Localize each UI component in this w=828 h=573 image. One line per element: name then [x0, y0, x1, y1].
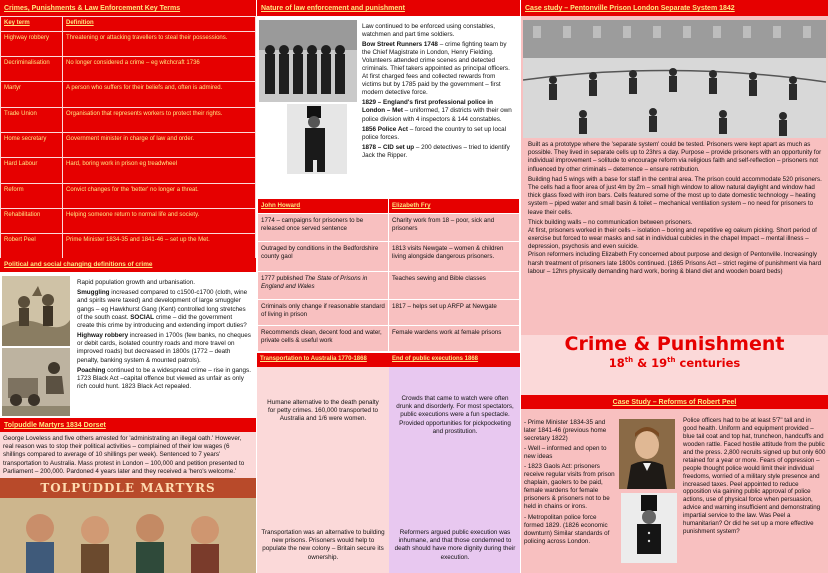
executions-panel: [389, 353, 520, 573]
peel-title: Case Study – Reforms of Robert Peel: [521, 395, 828, 409]
robert-peel-portrait-icon: [619, 419, 675, 489]
executions-text-2: Reformers argued public execution was inhumane, and that those condemned to death should have more dignity during their execution.: [394, 529, 516, 561]
table-row: Recommends clean, decent food and water, private cells & useful work Female wardens work at female prisons: [258, 326, 520, 352]
highway-robbery-illustration: [2, 348, 70, 416]
smugglers-engraving-icon: [2, 276, 70, 346]
john-howard-header: John Howard: [258, 199, 389, 214]
table-row: Martyr A person who suffers for their beliefs and, often is admired.: [1, 82, 256, 107]
table-row: Hard Labour Hard, boring work in prison eg treadwheel: [1, 158, 256, 183]
smuggling-illustration: [2, 276, 70, 346]
transportation-text-1: Humane alternative to the death penalty for petty crimes. 160,000 transported to Australia and 1/6 were women.: [267, 399, 379, 423]
victorian-policeman-icon: [287, 104, 347, 174]
tolpuddle-poster-image: [0, 478, 256, 573]
table-row: Robert Peel Prime Minister 1834-35 and 1841-46 – set up the Met.: [1, 234, 256, 258]
policeman-photo: [287, 104, 347, 174]
table-row: Rehabilitation Helping someone return to normal life and society.: [1, 208, 256, 233]
executions-title: End of public executions 1868: [389, 353, 520, 367]
executions-text-1: Crowds that came to watch were often drunk and disorderly. For most spectators, public executions were a fun spectacle. Provided opportunities for pickpocketing and prostitution.: [396, 395, 514, 435]
pentonville-panel: [521, 0, 828, 335]
pentonville-image: [523, 20, 826, 138]
table-row: Decriminalisation No longer considered a crime – eg witchcraft 1736: [1, 57, 256, 82]
poster-title-panel: [521, 335, 828, 395]
peel-panel: [521, 395, 828, 573]
political-title: Political and social changing definitions of crime: [0, 258, 256, 272]
runners-photo: [259, 20, 357, 102]
tolpuddle-banner-text: TOLPUDDLE MARTYRS: [40, 481, 216, 495]
key-terms-title: Crimes, Punishments & Law Enforcement Key Terms: [0, 0, 256, 16]
table-row: Outraged by conditions in the Bedfordshire county gaol 1813 visits Newgate – women & children living alongside dangerous prisoners.: [258, 242, 520, 272]
table-row: Criminals only change if reasonable standard of living in prison 1817 – helps set up ARFP at Newgate: [258, 300, 520, 326]
pentonville-title: Case study – Pentonville Prison London Separate System 1842: [521, 0, 828, 16]
table-row: Trade Union Organisation that represents workers to protect their rights.: [1, 107, 256, 132]
tolpuddle-title: Tolpuddle Martyrs 1834 Dorset: [0, 418, 256, 432]
transportation-panel: [257, 353, 389, 573]
tolpuddle-panel: [0, 418, 256, 573]
key-terms-table: [0, 16, 256, 258]
poster-title: Crime & Punishment: [564, 335, 785, 355]
pentonville-text: Built as a prototype where the 'separate system' could be tested. Prisoners were kept apart as much as possible. They lived in separate cells up to 23hrs a day. Purpose – provide prisoners with an opportunity for individual improvement – solitude to encourage reform via religious faith and self-reflection – prisoners not influenced by other criminals – deterrence – ensure retribution. Building had 5 wings with a base for staff in the central area. The prison could accommodate 520 prisoners. The cells had a floor area of just 4m by 2m – small high window to allow natural daylight and window had thick glass fixed with iron bars. Cells featured some of the most up to date domestic technology – heating system – piped water and small basin & toilet – mechanical ventilation system – no need for prisoners to leave their cells. Thick building walls – no communication between prisoners. At first, prisoners worked in their cells – isolation – boring and repetitive eg oakum picking. Short period of exercise but forced to wear masks and sat in individual cubicles in the chapel Impact – mental illness – depression, psychosis and even suicide. Prison reformers including Elizabeth Fry concerned about purpose and design of Pentonville. Increasingly harsh treatment of prisoners late 1800s continued. (1865 Prisons Act – strict regime of punishment via hard labour – 12hrs physically demanding hard work, boring & bland diet and wooden board beds): [528, 141, 822, 275]
table-row: Reform Convict changes for the 'better' no longer a threat.: [1, 183, 256, 208]
transportation-text-2: Transportation was an alternative to building new prisons. Prisoners would help to populate the new colony – Britain secure its ownership.: [261, 529, 385, 561]
table-row: 1774 – campaigns for prisoners to be released once served sentence Charity work from 18 – poor, sick and prisoners: [258, 214, 520, 242]
key-term-col-header: Key term: [1, 17, 63, 32]
nature-title: Nature of law enforcement and punishment: [257, 0, 520, 16]
tolpuddle-text: George Loveless and five others arrested for 'administrating an illegal oath.' However, real reason was to stop their political activities – complained of their low wages (6 shillings compared to average of 10 shillings per week). Sentenced to 7 years' transportation to Australia. Mass protest in London – 100,000 and petition presented to Parliament – 200,000. Pardoned 4 years later and they received a 'hero's welcome.': [3, 435, 245, 475]
highwayman-engraving-icon: [2, 348, 70, 416]
bow-street-runners-icon: [259, 20, 357, 102]
table-row: 1777 published The State of Prisons in England and Wales Teaches sewing and Bible classes: [258, 272, 520, 300]
peel-left-text: - Prime Minister 1834-35 and later 1841-46 (previous home secretary 1822) - Well – informed and open to new ideas - 1823 Gaols Act: prisoners receive regular visits from prison chaplain, gaolers to be paid, female wardens for female prisoners & prisoners not to be held in chains or irons. - Metropolitan police force formed 1829. (1826 economic downturn) Similar standards of policing across London.: [524, 419, 615, 545]
robert-peel-portrait: [619, 419, 675, 489]
reformers-panel: [257, 198, 520, 353]
definition-col-header: Definition: [63, 17, 256, 32]
prison-exercise-yard-icon: [523, 20, 826, 138]
elizabeth-fry-header: Elizabeth Fry: [389, 199, 520, 214]
peeler-policeman-icon: [621, 493, 677, 563]
nature-panel: [257, 0, 520, 198]
peeler-policeman-image: [621, 493, 677, 563]
peel-right-text: Police officers had to be at least 5'7" tall and in good health. Uniform and equipment provided – blue tail coat and top hat, truncheon, handcuffs and wooden rattle. Faced hostile attitude from the public and the press. 2,800 recruits signed up but only 600 retained for a year or more. Fears of oppression – people thought police would limit their individual freedoms, worried of a military style presence and increased taxes. Peel appointed to reduce opposition via gaining public approval of police actions, use of physical force when persuasion, advice and warning insufficient and demonstrating impartial service to the law. Was Peel a humanitarian? Or did he set up a more effective punishment system?: [683, 417, 826, 536]
political-panel: [0, 258, 256, 418]
political-text: Rapid population growth and urbanisation. Smuggling increased compared to c1500-c1700 (cloth, wine and spirits were taxed) and development of large smuggler gangs – eg Hawkhurst Gang (Kent) controlled long stretches of the south coast. SOCIAL crime – did the government create this crime by introducing and extending import duties? Highway robbery increased in 1700s (few banks, no cheques or debit cards, isolated country roads and more travel on improved roads) but decreased in 1800s (1772 – death penalty, banking system & mounted patrols). Poaching continued to be a widespread crime – rise in gangs. 1723 Black Act –capital offence but viewed as unfair as only rich could hunt. 1823 Black Act repealed.: [77, 279, 251, 391]
table-row: Home secretary Government minister in charge of law and order.: [1, 132, 256, 157]
table-row: Highway robbery Threatening or attacking travellers to steal their possessions.: [1, 31, 256, 56]
reformers-table: [257, 198, 520, 352]
nature-text: Law continued to be enforced using constables, watchmen and part time soldiers. Bow Street Runners 1748 – crime fighting team by the Chief Magistrate in London, Henry Fielding. Volunteers attended crime scenes and detected criminals. Thief takers appointed as principal officers. At first charged fees and collected rewards from victims but by 1785 paid by the government – first modern detective force. 1829 – England's first professional police in London – Met – uniformed, 17 districts with their own police division with 4 inspectors & 144 constables. 1856 Police Act – forced the country to set up local police forces. 1878 – CID set up – 200 detectives – tried to identify Jack the Ripper.: [362, 23, 512, 159]
poster-subtitle: 18th & 19th centuries: [608, 356, 741, 370]
key-terms-panel: [0, 0, 256, 258]
transportation-title: Transportation to Australia 1770-1868: [257, 353, 389, 367]
